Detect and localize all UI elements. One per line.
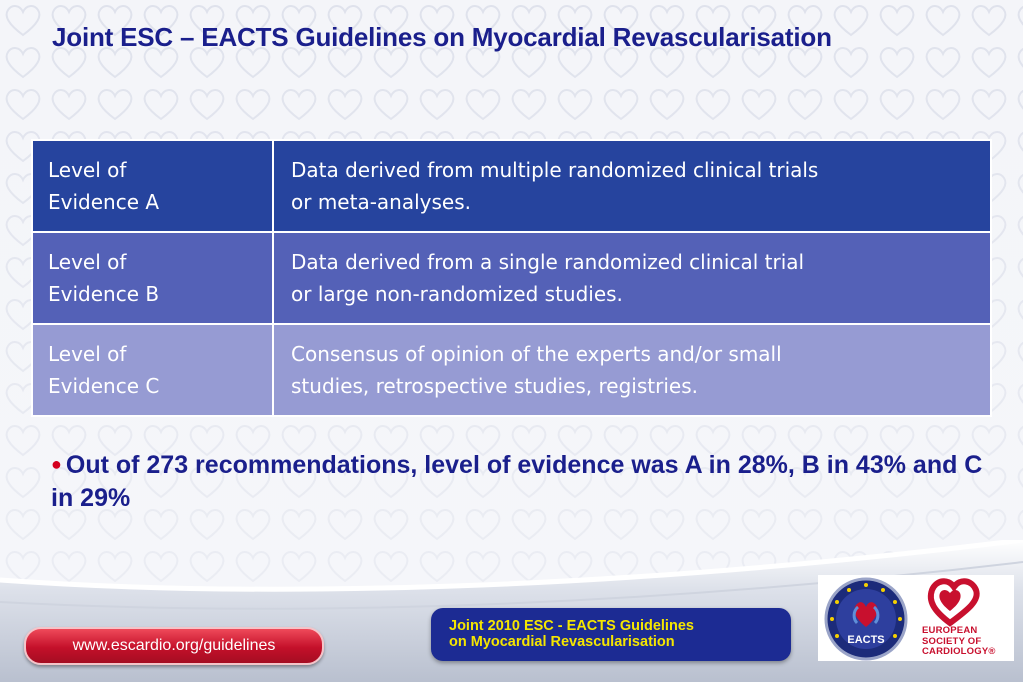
guideline-title-box <box>431 608 791 661</box>
description-line: Consensus of opinion of the experts and/or small <box>291 342 782 366</box>
description-line: studies, retrospective studies, registries. <box>291 374 698 398</box>
logo-area <box>818 575 1014 661</box>
level-label-line: Evidence A <box>48 190 160 214</box>
guideline-title-line2: on Myocardial Revascularisation <box>449 634 675 650</box>
guidelines-url-link[interactable]: www.escardio.org/guidelines <box>24 627 324 665</box>
level-cell-b <box>32 232 273 324</box>
table-row-evidence-a <box>32 140 991 232</box>
description-cell-c <box>273 324 991 416</box>
description-line: Data derived from multiple randomized clinical trials <box>291 158 819 182</box>
summary-bullet-text: Out of 273 recommendations, level of evidence was A in 28%, B in 43% and C in 29% <box>51 451 983 512</box>
level-label-line: Evidence C <box>48 374 160 398</box>
esc-logo-line: CARDIOLOGY® <box>922 646 996 657</box>
eacts-logo-icon <box>820 577 912 663</box>
description-cell-b <box>273 232 991 324</box>
table-row-evidence-c <box>32 324 991 416</box>
slide-title: Joint ESC – EACTS Guidelines on Myocardial Revascularisation <box>52 22 832 52</box>
esc-logo-line: EUROPEAN <box>922 625 978 636</box>
esc-heart-logo-icon <box>920 575 1012 627</box>
level-cell-c <box>32 324 273 416</box>
description-line: Data derived from a single randomized clinical trial <box>291 250 805 274</box>
level-label-line: Level of <box>48 342 127 366</box>
level-label-line: Level of <box>48 250 127 274</box>
table-row-evidence-b <box>32 232 991 324</box>
level-label-line: Evidence B <box>48 282 160 306</box>
level-label-line: Level of <box>48 158 127 182</box>
description-line: or large non-randomized studies. <box>291 282 623 306</box>
eacts-logo-text: EACTS <box>847 634 885 646</box>
esc-logo-line: SOCIETY OF <box>922 635 982 647</box>
summary-bullet <box>51 448 1001 515</box>
bullet-dot-icon: ● <box>51 454 62 474</box>
guideline-title-line1: Joint 2010 ESC - EACTS Guidelines <box>449 618 694 634</box>
esc-logo-wordmark <box>922 626 1016 658</box>
description-line: or meta-analyses. <box>291 190 471 214</box>
evidence-levels-table <box>31 139 992 417</box>
description-cell-a <box>273 140 991 232</box>
level-cell-a <box>32 140 273 232</box>
